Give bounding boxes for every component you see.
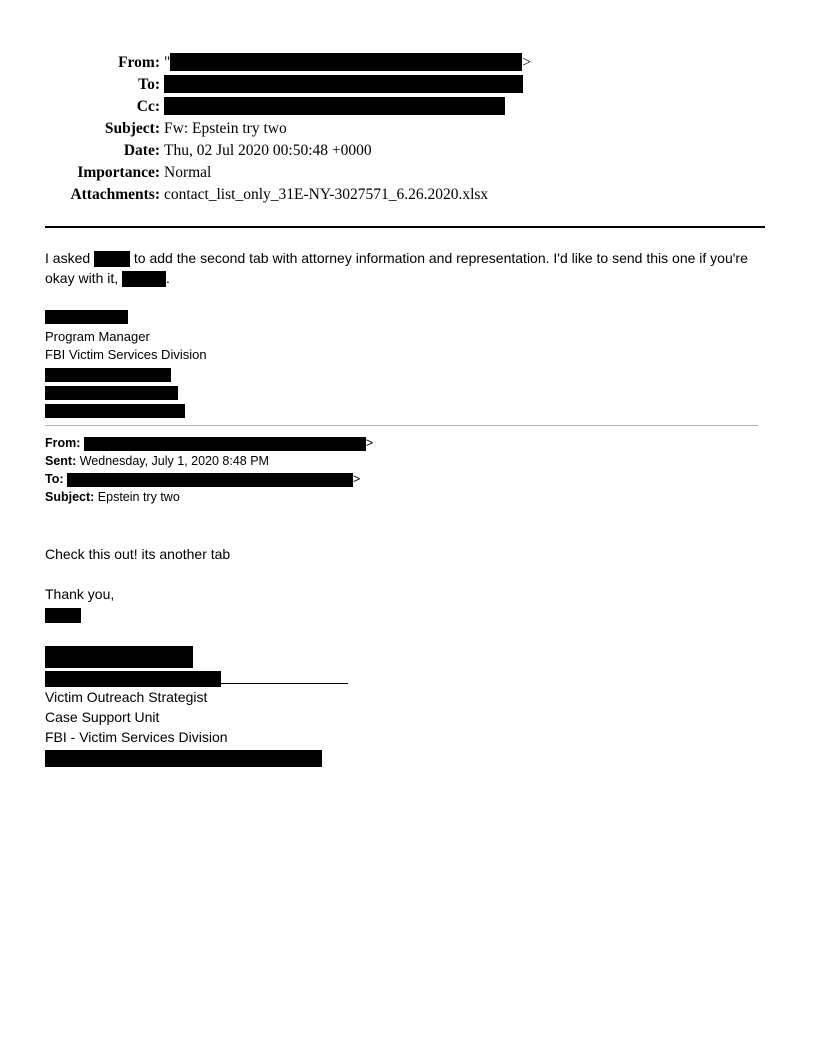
forwarded-closing: Thank you, <box>45 586 115 602</box>
header-subject-row <box>0 118 816 140</box>
redaction-bar <box>45 646 193 668</box>
forward-divider <box>45 425 758 426</box>
fwd-from-suffix: > <box>365 436 374 450</box>
date-value: Thu, 02 Jul 2020 00:50:48 +0000 <box>164 142 372 159</box>
redaction-bar <box>170 53 522 71</box>
reply-signature <box>45 310 207 418</box>
reply-text-c: . <box>166 270 170 286</box>
sig-unit: Case Support Unit <box>45 709 160 725</box>
to-value <box>164 74 523 96</box>
sig-title: Victim Outreach Strategist <box>45 689 208 705</box>
fwd-to-suffix: > <box>353 472 361 486</box>
date-label: Date: <box>123 142 160 159</box>
redaction-bar <box>67 473 353 487</box>
header-cc-row <box>0 96 816 118</box>
redaction-bar <box>45 750 322 767</box>
attachments-label: Attachments: <box>70 186 160 203</box>
signature-title: Program Manager <box>45 329 150 344</box>
redaction-bar <box>84 437 366 451</box>
header-attachments-row <box>0 184 816 206</box>
header-importance-row <box>0 162 816 184</box>
fwd-sent-value: Wednesday, July 1, 2020 8:48 PM <box>79 454 269 468</box>
header-to-row <box>0 74 816 96</box>
fwd-to-row <box>45 470 373 488</box>
fwd-subject-label: Subject: <box>45 490 95 504</box>
email-header <box>0 52 816 206</box>
reply-paragraph <box>45 248 765 288</box>
reply-text-b: to add the second tab with attorney information and representation. I'd like to send this one if you're okay with it, <box>45 250 748 286</box>
header-date-row <box>0 140 816 162</box>
fwd-subject-value: Epstein try two <box>97 490 180 504</box>
fwd-from-row <box>45 434 373 452</box>
redaction-bar <box>45 671 221 687</box>
redaction-bar <box>164 97 505 115</box>
to-label: To: <box>138 76 160 93</box>
redaction-bar <box>122 271 166 287</box>
redaction-bar <box>164 75 523 93</box>
signature-org: FBI Victim Services Division <box>45 347 207 362</box>
subject-label: Subject: <box>104 120 160 137</box>
importance-label: Importance: <box>77 164 160 181</box>
forwarded-signature <box>45 608 322 767</box>
fwd-sent-label: Sent: <box>45 454 77 468</box>
redaction-bar <box>45 608 81 623</box>
redaction-bar <box>94 251 130 267</box>
attachment-filename[interactable]: contact_list_only_31E-NY-3027571_6.26.2020.xlsx <box>164 186 489 203</box>
signature-underline <box>220 683 348 684</box>
fwd-subject-row <box>45 488 373 506</box>
fwd-sent-row <box>45 452 373 470</box>
from-prefix: " <box>164 54 171 71</box>
from-label: From: <box>118 54 160 71</box>
importance-value: Normal <box>164 164 212 181</box>
forwarded-body: Check this out! its another tab <box>45 546 231 562</box>
from-suffix: > <box>522 54 532 71</box>
redaction-bar <box>45 368 171 382</box>
from-value <box>164 52 531 74</box>
cc-label: Cc: <box>136 98 160 115</box>
subject-value: Fw: Epstein try two <box>164 120 287 137</box>
redaction-bar <box>45 310 128 324</box>
reply-text-a: I asked <box>45 250 91 266</box>
header-divider <box>45 226 765 228</box>
sig-division: FBI - Victim Services Division <box>45 729 228 745</box>
cc-value <box>164 96 505 118</box>
redaction-bar <box>45 386 178 400</box>
fwd-from-label: From: <box>45 436 81 450</box>
fwd-to-label: To: <box>45 472 64 486</box>
forwarded-header <box>45 434 373 506</box>
redaction-bar <box>45 404 185 418</box>
header-from-row <box>0 52 816 74</box>
